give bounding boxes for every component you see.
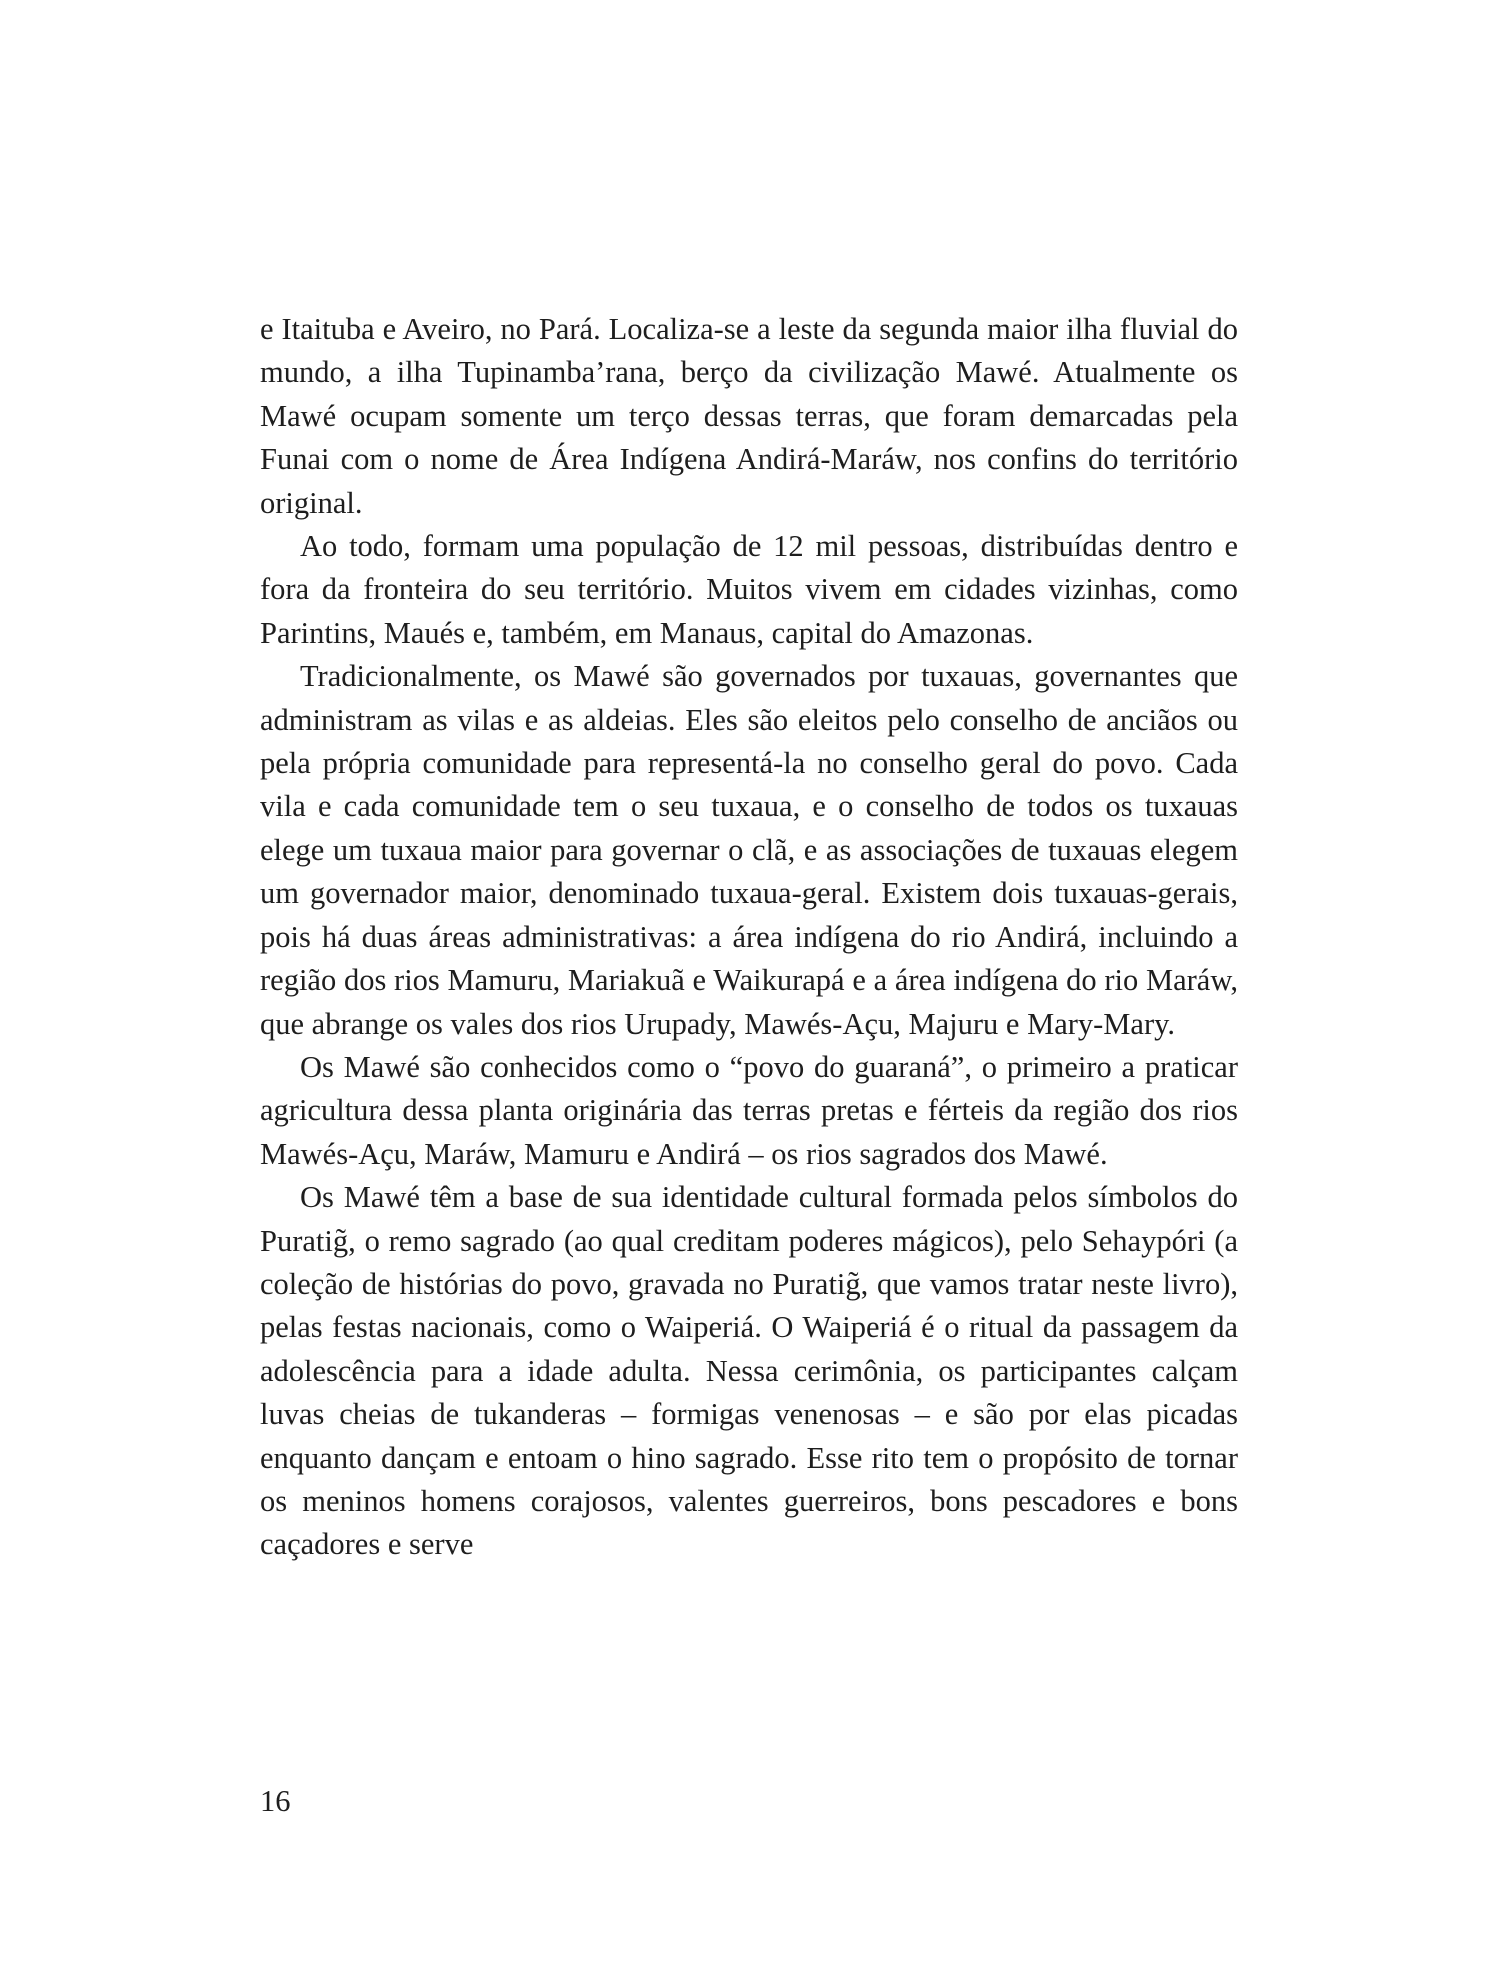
paragraph-3: Tradicionalmente, os Mawé são governados por tuxauas, governantes que administram as vilas e as aldeias. Eles são eleitos pelo conselho de anciãos ou pela própria comunidade para representá-la no conselho geral do povo. Cada vila e cada comunidade tem o seu tuxaua, e o conselho de todos os tuxauas elege um tuxaua maior para governar o clã, e as associações de tuxauas elegem um governador maior, denominado tuxaua-geral. Existem dois tuxauas-gerais, pois há duas áreas administrativas: a área indígena do rio Andirá, incluindo a região dos rios Mamuru, Mariakuã e Waikurapá e a área indígena do rio Maráw, que abrange os vales dos rios Urupady, Mawés-Açu, Majuru e Mary-Mary.: [260, 659, 1238, 1041]
paragraph-2: Ao todo, formam uma população de 12 mil pessoas, distribuídas dentro e fora da fronteira do seu território. Muitos vivem em cidades vizinhas, como Parintins, Maués e, também, em Manaus, capital do Amazonas.: [260, 529, 1238, 650]
page-number: 16: [260, 1784, 291, 1818]
body-text: [260, 308, 1238, 1567]
paragraph-1: e Itaituba e Aveiro, no Pará. Localiza-se a leste da segunda maior ilha fluvial do mundo, a ilha Tupinamba’rana, berço da civilização Mawé. Atualmente os Mawé ocupam somente um terço dessas terras, que foram demarcadas pela Funai com o nome de Área Indígena Andirá-Maráw, nos confins do território original.: [260, 312, 1238, 520]
paragraph-4: Os Mawé são conhecidos como o “povo do guaraná”, o primeiro a praticar agricultura dessa planta originária das terras pretas e férteis da região dos rios Mawés-Açu, Maráw, Mamuru e Andirá – os rios sagrados dos Mawé.: [260, 1049, 1238, 1171]
paragraph-5: Os Mawé têm a base de sua identidade cultural formada pelos símbolos do Puratig̃, o remo sagrado (ao qual creditam poderes mágicos), pelo Sehaypóri (a coleção de histórias do povo, gravada no Puratig̃, que vamos tratar neste livro), pelas festas nacionais, como o Waiperiá. O Waiperiá é o ritual da passagem da adolescência para a idade adulta. Nessa cerimônia, os participantes calçam luvas cheias de tukanderas – formigas venenosas – e são por elas picadas enquanto dançam e entoam o hino sagrado. Esse rito tem o propósito de tornar os meninos homens corajosos, valentes guerreiros, bons pescadores e bons caçadores e serve: [260, 1180, 1238, 1562]
